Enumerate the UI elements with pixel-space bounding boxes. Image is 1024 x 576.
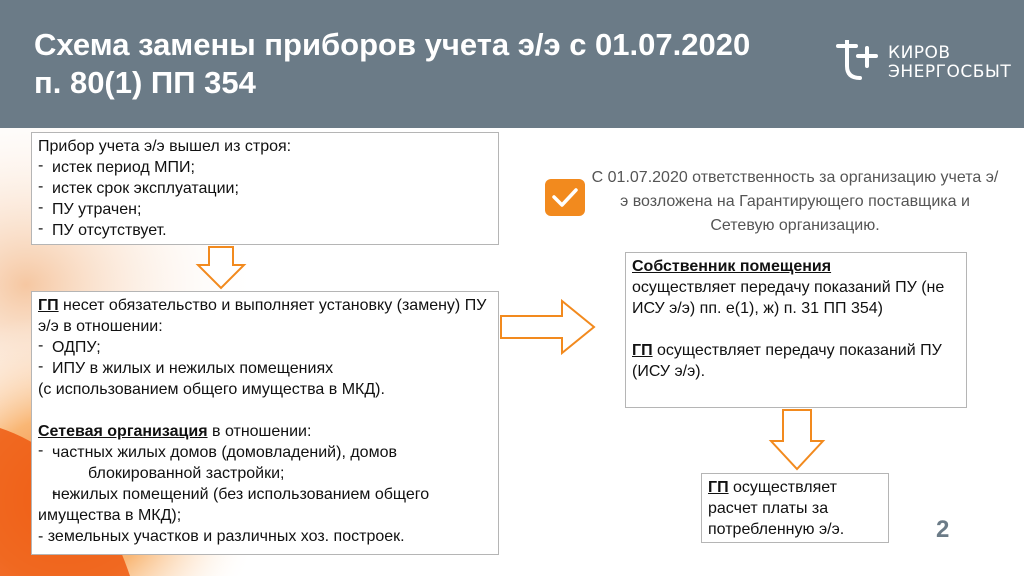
list-item: - ПУ утрачен; bbox=[38, 199, 492, 220]
down-arrow-icon bbox=[196, 246, 246, 290]
list-item: - ИПУ в жилых и нежилых помещениях bbox=[38, 358, 492, 379]
page-number: 2 bbox=[936, 516, 950, 543]
gp-label: ГП bbox=[38, 297, 59, 314]
list-item: - нежилых помещений (без использованием общего имущества в МКД); bbox=[38, 484, 492, 526]
company-logo bbox=[834, 40, 1012, 84]
payment-text bbox=[708, 477, 882, 540]
network-org-suffix: в отношении: bbox=[207, 423, 312, 440]
payment-calculation-box bbox=[701, 473, 889, 543]
payment-suffix: осуществляет расчет платы за потребленную э/э. bbox=[708, 479, 845, 538]
list-item: - истек срок эксплуатации; bbox=[38, 178, 492, 199]
responsibility-note: С 01.07.2020 ответственность за организацию учета э/э возложена на Гарантирующего поставщика и Сетевую организацию. bbox=[591, 169, 999, 234]
list-item: - ПУ отсутствует. bbox=[38, 220, 492, 241]
slide-title bbox=[34, 26, 750, 102]
gp-readings-text bbox=[632, 340, 960, 382]
logo-mark-icon bbox=[834, 40, 882, 84]
network-org-text bbox=[38, 421, 492, 442]
list-item-continuation: блокированной застройки; bbox=[88, 465, 285, 482]
title-line-1: Схема замены приборов учета э/э с 01.07.2020 bbox=[34, 27, 751, 62]
device-failure-box bbox=[31, 132, 499, 245]
installation-obligations-box bbox=[31, 291, 499, 555]
logo-text bbox=[888, 44, 1011, 82]
list-item: - частных жилых домов (домовладений), домов bbox=[38, 442, 492, 463]
title-bar bbox=[0, 0, 1024, 128]
gp-tail-text: (с использованием общего имущества в МКД). bbox=[38, 381, 385, 398]
owner-label: Собственник помещения bbox=[632, 258, 832, 275]
checkbox-icon bbox=[545, 179, 585, 216]
gp-text: несет обязательство и выполняет установку (замену) ПУ э/э в отношении: bbox=[38, 297, 487, 335]
owner-text: осуществляет передачу показаний ПУ (не ИСУ э/э) пп. е(1), ж) п. 31 ПП 354) bbox=[632, 279, 945, 317]
gp-readings-suffix: осуществляет передачу показаний ПУ (ИСУ э/э). bbox=[632, 342, 942, 380]
logo-line-2: ЭНЕРГОСБЫТ bbox=[888, 62, 1012, 82]
gp-obligation-text bbox=[38, 295, 492, 337]
failure-heading: Прибор учета э/э вышел из строя: bbox=[38, 138, 292, 155]
list-item: - ОДПУ; bbox=[38, 337, 492, 358]
list-item: - истек период МПИ; bbox=[38, 157, 492, 178]
list-item: - земельных участков и различных хоз. построек. bbox=[38, 528, 405, 545]
down-arrow-icon bbox=[769, 409, 825, 471]
network-org-label: Сетевая организация bbox=[38, 423, 208, 440]
gp-label: ГП bbox=[708, 479, 729, 496]
title-line-2: п. 80(1) ПП 354 bbox=[34, 65, 256, 100]
logo-line-1: КИРОВ bbox=[888, 43, 951, 63]
right-arrow-icon bbox=[500, 299, 596, 355]
meter-readings-box bbox=[625, 252, 967, 408]
gp-label: ГП bbox=[632, 342, 653, 359]
